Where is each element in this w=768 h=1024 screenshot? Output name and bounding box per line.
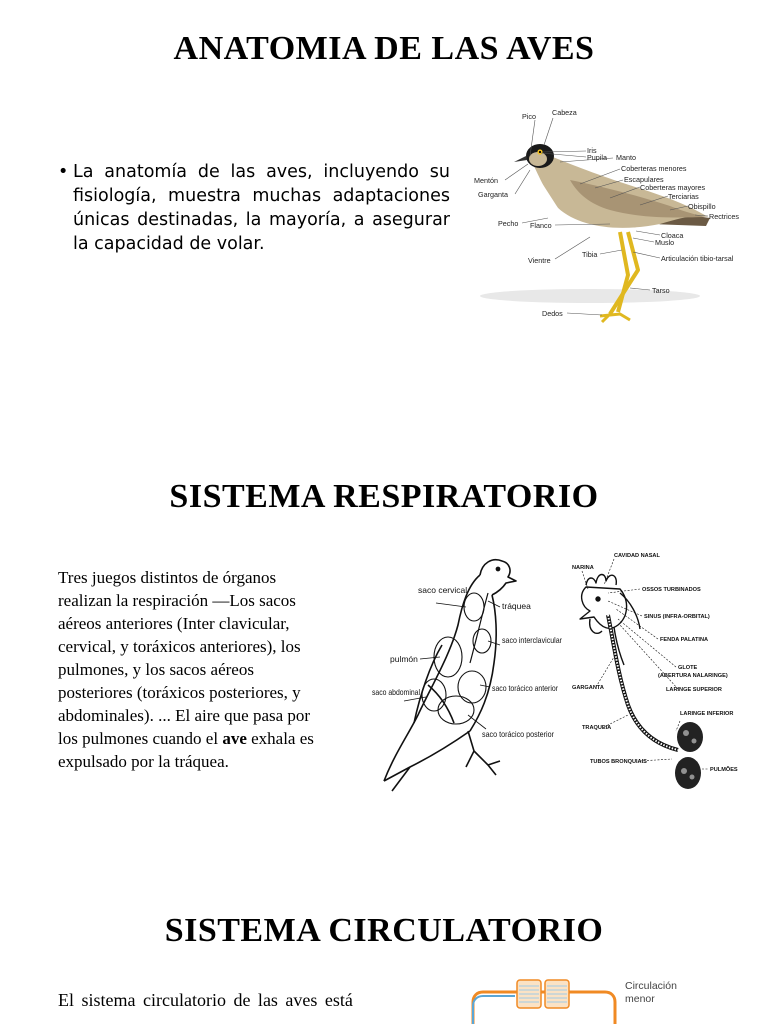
para-line bbox=[58, 727, 358, 750]
label-laringe-superior: LARINGE SUPERIOR bbox=[666, 687, 722, 693]
bullet-dot: • bbox=[58, 162, 69, 182]
label-coberteras-menores: Coberteras menores bbox=[621, 164, 687, 173]
label-saco-cervical: saco cervical bbox=[418, 585, 468, 595]
label-fenda-palatina: FENDA PALATINA bbox=[660, 637, 709, 643]
label-pecho: Pecho bbox=[498, 219, 519, 228]
label-traquea: tráquea bbox=[502, 601, 531, 611]
label-articulacion: Articulación tibio-tarsal bbox=[661, 254, 734, 263]
label-pulmoes: PULMÕES bbox=[710, 767, 738, 773]
bird-anatomy-diagram bbox=[470, 100, 760, 335]
para-line: abdominales). ... El aire que pasa por bbox=[58, 706, 311, 725]
label-flanco: Flanco bbox=[530, 221, 552, 230]
label-saco-interclavicular: saco interclavicular bbox=[502, 635, 563, 645]
para-text: los pulmones cuando el bbox=[58, 729, 223, 748]
anatomia-bullet-text: La anatomía de las aves, incluyendo su fisiología, muestra muchas adaptaciones únicas destinadas, la mayoría, a asegurar la capacidad de volar. bbox=[73, 162, 450, 254]
label-iris: Iris bbox=[587, 146, 597, 155]
label-vientre: Vientre bbox=[528, 256, 551, 265]
para-line: realizan la respiración —Los sacos bbox=[58, 591, 296, 610]
circulation-diagram bbox=[465, 970, 705, 1024]
anatomia-bullet bbox=[58, 160, 450, 256]
label-manto: Manto bbox=[616, 153, 636, 162]
label-escapulares: Escapulares bbox=[624, 175, 664, 184]
label-garganta: GARGANTA bbox=[572, 685, 604, 691]
label-coberteras-mayores: Coberteras mayores bbox=[640, 183, 706, 192]
label-circulacion-menor: Circulación menor bbox=[625, 980, 677, 1005]
label-pupila: Pupila bbox=[587, 153, 607, 162]
label-terciarias: Terciarias bbox=[668, 192, 699, 201]
para-line: posteriores (toráxicos posteriores, y bbox=[58, 683, 301, 702]
air-sacs-diagram bbox=[370, 545, 570, 800]
label-rectrices: Rectrices bbox=[709, 212, 739, 221]
label-laringe-inferior: LARINGE INFERIOR bbox=[680, 711, 734, 717]
para-text: exhala es bbox=[246, 729, 314, 748]
label-pulmon: pulmón bbox=[390, 654, 418, 664]
para-line: expulsado por la tráquea. bbox=[58, 752, 229, 771]
label-muslo: Muslo bbox=[655, 238, 675, 247]
respiratorio-paragraph bbox=[58, 566, 358, 773]
label-obispillo: Obispillo bbox=[688, 202, 716, 211]
label-tarso: Tarso bbox=[652, 286, 670, 295]
title-circulatorio: SISTEMA CIRCULATORIO bbox=[164, 912, 604, 949]
label-cloaca: Cloaca bbox=[661, 231, 684, 240]
para-bold-word: ave bbox=[222, 729, 247, 748]
label-saco-toracico-anterior: saco torácico anterior bbox=[492, 683, 559, 693]
label-cabeza: Cabeza bbox=[552, 108, 577, 117]
label-glote: GLOTE bbox=[678, 665, 698, 671]
label-sinus: SINUS (INFRA-ORBITAL) bbox=[644, 614, 710, 620]
circulatorio-paragraph: El sistema circulatorio de las aves está bbox=[58, 990, 353, 1010]
label-cavidad-nasal: CAVIDAD NASAL bbox=[614, 553, 660, 559]
label-traqueia: TRAQUEIA bbox=[582, 725, 612, 731]
label-garganta: Garganta bbox=[478, 190, 508, 199]
label-abertura: (ABERTURA NALARINGE) bbox=[658, 673, 728, 679]
label-tubos-bronquiais: TUBOS BRONQUIAIS bbox=[590, 759, 647, 765]
title-anatomia: ANATOMIA DE LAS AVES bbox=[173, 30, 595, 67]
para-line: Tres juegos distintos de órganos bbox=[58, 568, 277, 587]
label-tibia: Tibia bbox=[582, 250, 598, 259]
label-dedos: Dedos bbox=[542, 309, 563, 318]
label-saco-abdominal: saco abdominal bbox=[372, 687, 421, 697]
label-pico: Pico bbox=[522, 112, 536, 121]
label-ossos-turbinados: OSSOS TURBINADOS bbox=[642, 587, 701, 593]
label-narina: NARINA bbox=[572, 565, 594, 571]
label-saco-toracico-posterior: saco torácico posterior bbox=[482, 729, 555, 739]
para-line: aéreos anteriores (Inter clavicular, bbox=[58, 614, 290, 633]
para-line: pulmones, y los sacos aéreos bbox=[58, 660, 254, 679]
label-menton: Mentón bbox=[474, 176, 498, 185]
chicken-respiratory-diagram bbox=[568, 545, 760, 803]
para-line: cervical, y toráxicos anteriores), los bbox=[58, 637, 301, 656]
title-respiratorio: SISTEMA RESPIRATORIO bbox=[169, 478, 599, 515]
